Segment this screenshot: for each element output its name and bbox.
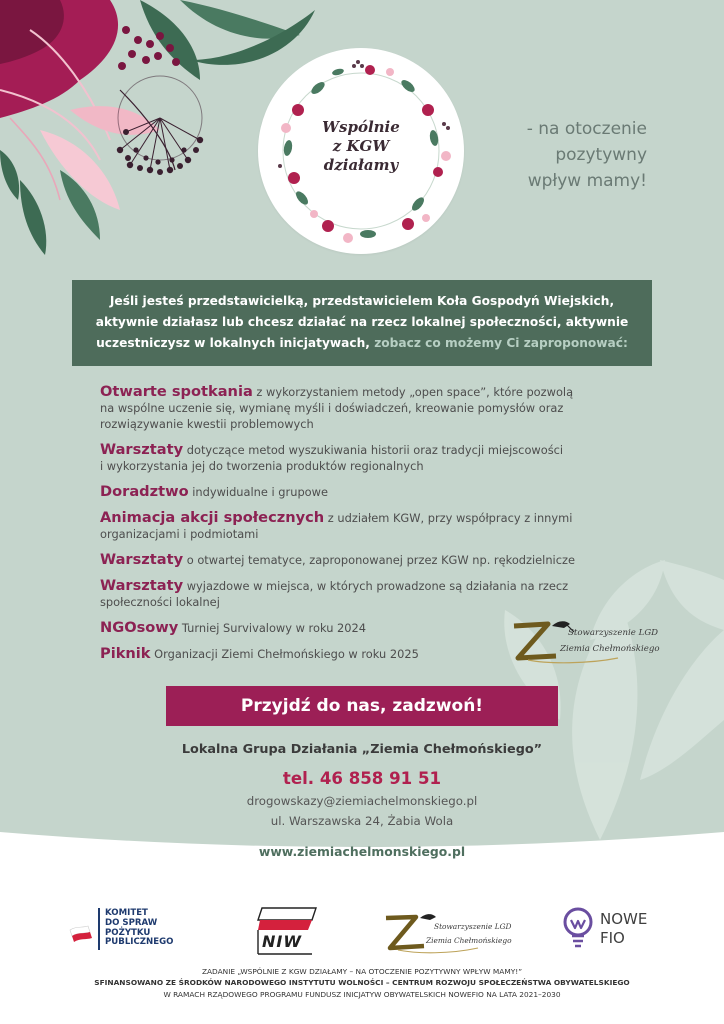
komitet-logo (68, 908, 198, 952)
intro-highlight: zobacz co możemy Ci zaproponować: (374, 336, 628, 350)
offer-title: Otwarte spotkania (100, 383, 253, 400)
offer-desc: z wykorzystaniem metody „open space”, które pozwolą (252, 385, 574, 399)
campaign-badge (258, 48, 464, 254)
lgd-logo-line-2: Ziemia Chełmońskiego (560, 644, 660, 654)
offer-item (100, 384, 620, 432)
intro-line-1: Jeśli jesteś przedstawicielką, przedstawicielem Koła Gospodyń Wiejskich, (109, 294, 615, 308)
email-link[interactable]: drogowskazy@ziemiachelmonskiego.pl (246, 794, 478, 808)
komitet-line-4: PUBLICZNEGO (105, 937, 174, 948)
badge-line-3: działamy (323, 156, 399, 174)
offer-desc: o otwartej tematyce, zaproponowanej przez KGW np. rękodzielnicze (183, 553, 575, 567)
offer-desc: organizacjami i podmiotami (100, 527, 259, 541)
intro-line-2: aktywnie działasz lub chcesz działać na rzecz lokalnej społeczności, aktywnie (95, 315, 629, 329)
phone-number[interactable]: tel. 46 858 91 51 (282, 769, 442, 788)
funding-line-3: W RAMACH RZĄDOWEGO PROGRAMU FUNDUSZ INICJATYW OBYWATELSKICH NOWEFIO NA LATA 2021–2030 (163, 989, 561, 999)
tagline-line-3: wpływ mamy! (527, 171, 647, 191)
offer-desc: wyjazdowe w miejsca, w których prowadzone są działania na rzecz (183, 579, 569, 593)
offer-desc: Organizacji Ziemi Chełmońskiego w roku 2025 (150, 647, 419, 661)
lightbulb-icon (562, 906, 598, 950)
offer-item (100, 552, 620, 568)
call-to-action-banner: Przyjdź do nas, zadzwoń! (166, 686, 558, 726)
intro-line-3-text: uczestniczysz w lokalnych inicjatywach, (96, 336, 370, 350)
niw-logo (256, 904, 320, 956)
nowefio-text (600, 910, 647, 948)
komitet-line-3: POŻYTKU (105, 927, 151, 938)
offer-title: Warsztaty (100, 441, 184, 458)
offer-item (100, 578, 620, 610)
badge-line-1: Wspólnie (322, 118, 400, 136)
lgd-logo-line-2: Ziemia Chełmońskiego (426, 936, 512, 945)
offer-desc: z udziałem KGW, przy współpracy z innymi (324, 511, 573, 525)
offer-item (100, 510, 620, 542)
website-link[interactable]: www.ziemiachelmonskiego.pl (258, 844, 466, 859)
intro-line-3 (80, 333, 644, 354)
offer-title: Warsztaty (100, 551, 184, 568)
intro-box (72, 280, 652, 366)
offer-title: NGOsowy (100, 619, 179, 636)
badge-line-2: z KGW (332, 137, 390, 155)
offer-item (100, 442, 620, 474)
funding-line-1: ZADANIE „WSPÓLNIE Z KGW DZIAŁAMY – NA OTOCZENIE POZYTYWNY WPŁYW MAMY!” (201, 967, 523, 976)
polish-flag-icon (68, 922, 96, 944)
funding-line-2: SFINANSOWANO ZE ŚRODKÓW NARODOWEGO INSTYTUTU WOLNOŚCI – CENTRUM ROZWOJU SPOŁECZEŃSTWA OBYWATELSKIEGO (94, 978, 630, 988)
lgd-logo (508, 614, 658, 666)
tagline (487, 116, 647, 194)
nowefio-logo (562, 906, 662, 952)
nowefio-line-2: FIO (600, 929, 625, 947)
organization-name: Lokalna Grupa Działania „Ziemia Chełmońskiego” (181, 742, 543, 757)
niw-text: NIW (262, 932, 302, 951)
tagline-line-1: - na otoczenie (526, 119, 647, 139)
lgd-logo-footer (380, 908, 510, 956)
lgd-logo-line-1: Stowarzyszenie LGD (568, 628, 659, 638)
offer-title: Warsztaty (100, 577, 184, 594)
offer-desc: dotyczące metod wyszukiwania historii oraz tradycji miejscowości (183, 443, 564, 457)
offer-desc: na wspólne uczenie się, wymianę myśli i doświadczeń, kreowanie pomysłów oraz (100, 401, 564, 415)
stork-z-logo-icon (380, 908, 510, 956)
tagline-line-2: pozytywny (555, 145, 647, 165)
lgd-logo-line-1: Stowarzyszenie LGD (434, 922, 512, 931)
offer-desc: społeczności lokalnej (100, 595, 220, 609)
address: ul. Warszawska 24, Żabia Wola (270, 814, 454, 828)
offer-desc: Turniej Survivalowy w roku 2024 (178, 621, 367, 635)
contact-block (140, 742, 584, 859)
offer-title: Piknik (100, 645, 151, 662)
komitet-line-1: KOMITET (105, 908, 148, 918)
stork-z-logo-icon (508, 614, 658, 666)
badge-text (258, 118, 464, 175)
offer-item (100, 484, 620, 500)
offer-desc: indywidualne i grupowe (188, 485, 328, 499)
funding-statement (20, 966, 704, 1000)
nowefio-line-1: NOWE (600, 910, 648, 928)
komitet-line-2: DO SPRAW (105, 917, 158, 928)
divider (98, 908, 100, 950)
offer-desc: i wykorzystania jej do tworzenia produktów regionalnych (100, 459, 424, 473)
offer-title: Doradztwo (100, 483, 189, 500)
offer-desc: rozwiązywanie kwestii problemowych (100, 417, 314, 431)
offer-title: Animacja akcji społecznych (100, 509, 325, 526)
komitet-text (105, 909, 173, 948)
